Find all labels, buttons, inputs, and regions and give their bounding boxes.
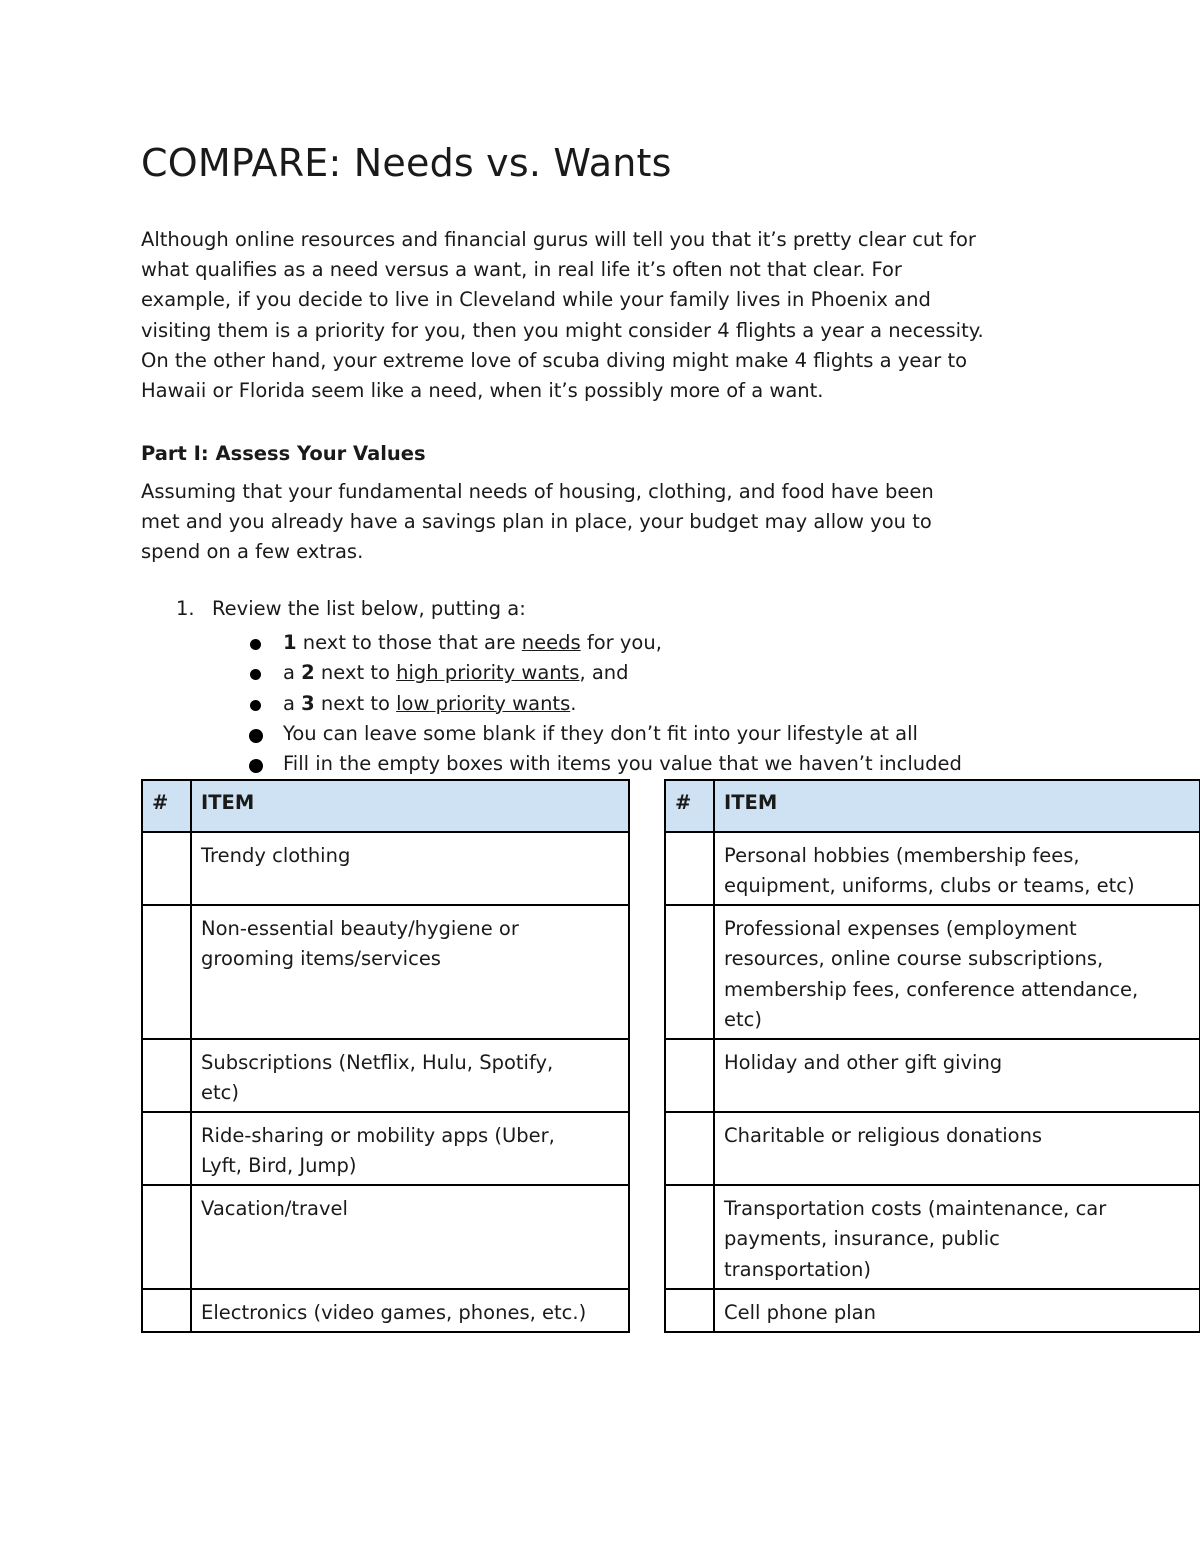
rank-input-cell[interactable] <box>142 1289 191 1332</box>
item-text: Vacation/travel <box>201 1197 348 1220</box>
item-text: Cell phone plan <box>724 1301 876 1324</box>
item-cell <box>714 905 1200 1039</box>
bullet-icon <box>250 669 261 680</box>
item-column-header: ITEM <box>191 780 629 832</box>
numbered-step <box>176 597 526 620</box>
bullet-text: . <box>570 691 577 715</box>
section-line: met and you already have a savings plan in place, your budget may allow you to <box>141 510 932 533</box>
bullet-icon <box>249 759 263 773</box>
item-text: Trendy clothing <box>201 844 351 867</box>
table-row <box>665 832 1200 905</box>
page-title: COMPARE: Needs vs. Wants <box>141 141 672 185</box>
table-row <box>142 905 629 1039</box>
underlined-text: low priority wants <box>396 691 571 715</box>
item-text: Non-essential beauty/hygiene or <box>201 917 519 940</box>
underlined-text: high priority wants <box>396 661 580 685</box>
bold-text: 2 <box>301 661 315 685</box>
underlined-text: needs <box>521 631 581 654</box>
step-text: Review the list below, putting a: <box>212 597 526 620</box>
item-text: Lyft, Bird, Jump) <box>201 1154 357 1178</box>
rank-input-cell[interactable] <box>142 1112 191 1185</box>
item-cell <box>191 1112 629 1185</box>
bullet-text: a <box>283 661 302 685</box>
table-row <box>142 1289 629 1332</box>
item-text: Charitable or religious donations <box>724 1124 1043 1147</box>
rank-input-cell[interactable] <box>142 832 191 905</box>
rank-input-cell[interactable] <box>665 1039 714 1112</box>
item-column-header: ITEM <box>714 780 1200 832</box>
item-text: transportation) <box>724 1257 872 1281</box>
item-text: Personal hobbies (membership fees, <box>724 844 1080 867</box>
bullet-text: next to <box>314 691 397 715</box>
item-cell <box>191 1185 629 1289</box>
table-header-row <box>142 780 629 832</box>
item-text: resources, online course subscriptions, <box>724 947 1104 971</box>
table-row <box>142 1185 629 1289</box>
rank-input-cell[interactable] <box>142 1185 191 1289</box>
section-line: spend on a few extras. <box>141 540 364 563</box>
rank-input-cell[interactable] <box>665 832 714 905</box>
item-cell <box>714 832 1200 905</box>
bullet-text: Fill in the empty boxes with items you value that we haven’t included <box>283 752 962 776</box>
items-table-left <box>141 779 630 1333</box>
rank-input-cell[interactable] <box>665 1112 714 1185</box>
item-cell <box>191 1289 629 1332</box>
bullet-icon <box>250 639 261 650</box>
items-table-right <box>664 779 1200 1333</box>
bullet-item <box>246 749 962 779</box>
intro-paragraph <box>141 225 1071 406</box>
item-text: Professional expenses (employment <box>724 917 1077 940</box>
intro-line: On the other hand, your extreme love of scuba diving might make 4 flights a year to <box>141 348 968 372</box>
table-row <box>665 1039 1200 1112</box>
bullet-text: next to <box>314 661 397 685</box>
item-cell <box>191 832 629 905</box>
item-text: Ride-sharing or mobility apps (Uber, <box>201 1124 555 1147</box>
bullet-icon <box>249 729 263 743</box>
section-paragraph <box>141 477 934 567</box>
table-row <box>665 1112 1200 1185</box>
step-number: 1. <box>176 597 195 620</box>
bullet-text: next to those that are <box>296 631 522 654</box>
bold-text: 1 <box>283 631 297 654</box>
bullet-icon <box>250 700 261 711</box>
item-cell <box>714 1289 1200 1332</box>
instruction-bullets <box>246 628 962 779</box>
number-column-header: # <box>142 780 191 832</box>
rank-input-cell[interactable] <box>142 905 191 1039</box>
intro-line: what qualifies as a need versus a want, in real life it’s often not that clear. For <box>141 258 902 282</box>
rank-input-cell[interactable] <box>665 1289 714 1332</box>
item-text: equipment, uniforms, clubs or teams, etc) <box>724 874 1135 898</box>
item-text: payments, insurance, public <box>724 1227 1000 1251</box>
item-text: Holiday and other gift giving <box>724 1051 1003 1074</box>
item-cell <box>714 1039 1200 1112</box>
item-cell <box>191 905 629 1039</box>
bullet-text: You can leave some blank if they don’t fit into your lifestyle at all <box>283 721 918 745</box>
item-text: Subscriptions (Netflix, Hulu, Spotify, <box>201 1051 554 1074</box>
intro-line: visiting them is a priority for you, then you might consider 4 flights a year a necessity. <box>141 318 984 342</box>
table-row <box>142 1112 629 1185</box>
item-text: etc) <box>201 1081 239 1105</box>
table-row <box>665 1185 1200 1289</box>
intro-line: Although online resources and financial gurus will tell you that it’s pretty clear cut for <box>141 228 976 251</box>
item-text: grooming items/services <box>201 947 441 971</box>
item-cell <box>191 1039 629 1112</box>
bullet-item <box>246 658 962 688</box>
table-row <box>665 905 1200 1039</box>
bullet-text: for you, <box>580 631 662 654</box>
intro-line: Hawaii or Florida seem like a need, when it’s possibly more of a want. <box>141 379 824 403</box>
bullet-item <box>246 689 962 719</box>
item-cell <box>714 1185 1200 1289</box>
item-cell <box>714 1112 1200 1185</box>
number-column-header: # <box>665 780 714 832</box>
bold-text: 3 <box>301 691 315 715</box>
table-header-row <box>665 780 1200 832</box>
table-row <box>665 1289 1200 1332</box>
item-text: Transportation costs (maintenance, car <box>724 1197 1107 1220</box>
bullet-text: , and <box>579 661 629 685</box>
rank-input-cell[interactable] <box>142 1039 191 1112</box>
bullet-text: a <box>283 691 302 715</box>
item-text: membership fees, conference attendance, <box>724 977 1139 1001</box>
section-heading: Part I: Assess Your Values <box>141 442 426 465</box>
rank-input-cell[interactable] <box>665 1185 714 1289</box>
intro-line: example, if you decide to live in Cleveland while your family lives in Phoenix and <box>141 288 931 312</box>
item-text: Electronics (video games, phones, etc.) <box>201 1301 587 1324</box>
bullet-item <box>246 719 962 749</box>
bullet-item <box>246 628 962 658</box>
table-row <box>142 1039 629 1112</box>
section-line: Assuming that your fundamental needs of housing, clothing, and food have been <box>141 480 934 503</box>
table-row <box>142 832 629 905</box>
rank-input-cell[interactable] <box>665 905 714 1039</box>
item-text: etc) <box>724 1007 762 1031</box>
